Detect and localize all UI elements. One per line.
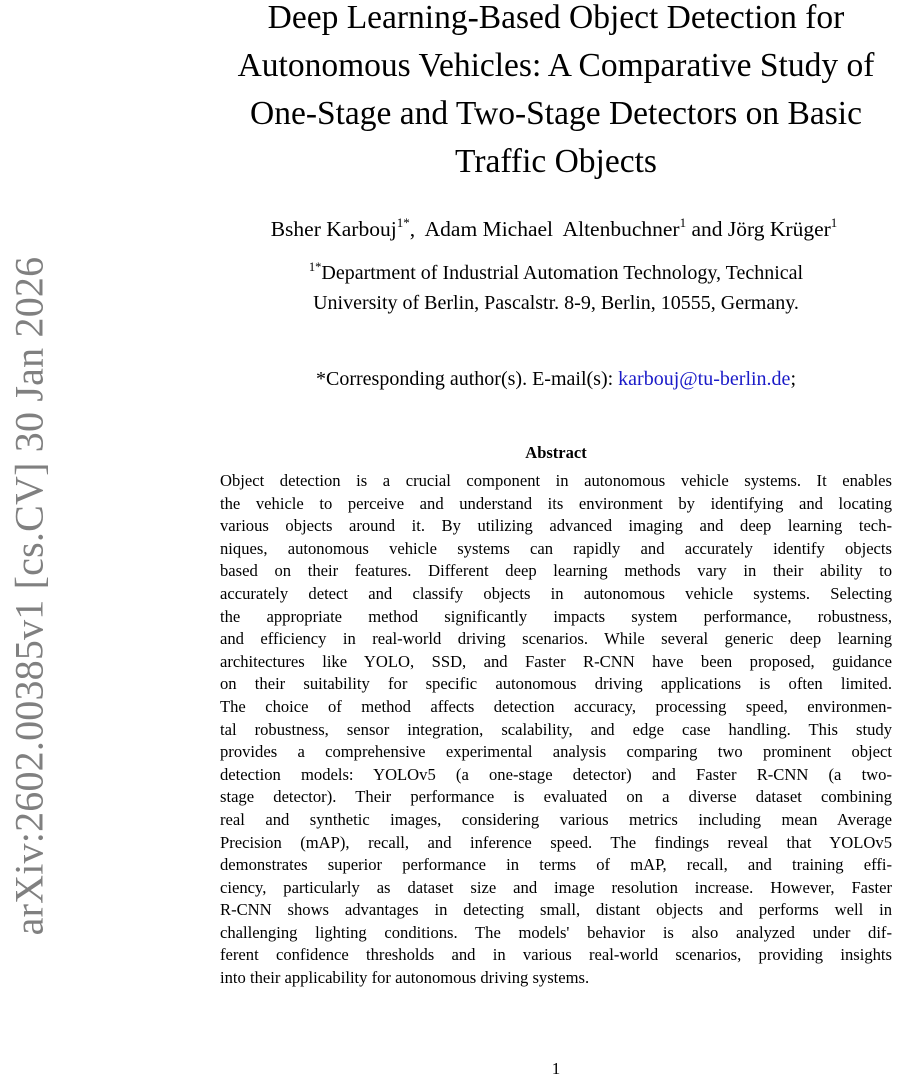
author-name: Bsher Karbouj [270,217,397,241]
author-separator: , [409,217,425,241]
abstract-line: accurately detect and classify objects in autonomous vehicle systems. Selecting [220,583,892,603]
abstract-line: detection models: YOLOv5 (a one-stage detector) and Faster R-CNN (a two- [220,764,892,784]
abstract-heading: Abstract [525,443,587,462]
corresponding-label: *Corresponding author(s). E-mail(s): [316,368,619,390]
corresponding-suffix: ; [790,368,796,390]
abstract-line: ferent confidence thresholds and in various real-world scenarios, providing insights [220,945,892,965]
abstract-line: on their suitability for specific autonomous driving applications is often limited. [220,674,892,694]
arxiv-identifier-text: arXiv:2602.00385v1 [cs.CV] 30 Jan 2026 [6,256,52,936]
author-name: Adam Michael Altenbuchner [424,217,680,241]
author-name: Jörg Krüger [727,217,831,241]
affiliation-text: Department of Industrial Automation Technology, Technical [321,262,804,284]
title-line-4: Traffic Objects [455,143,657,180]
abstract-line: based on their features. Different deep learning methods vary in their ability to [220,561,892,581]
affiliation-mark: 1 [830,215,838,230]
abstract-line: tal robustness, sensor integration, scalability, and edge case handling. This study [220,719,892,739]
abstract-body [220,470,892,990]
author-affiliation [210,258,902,318]
arxiv-identifier-stamp [0,0,60,1076]
abstract-line: niques, autonomous vehicle systems can rapidly and accurately identify objects [220,538,892,558]
title-line-3: One-Stage and Two-Stage Detectors on Basic [250,95,862,132]
email-link[interactable]: karbouj@tu-berlin.de [618,368,791,390]
abstract-line: the appropriate method significantly impacts system performance, robustness, [220,606,892,626]
affiliation-line-2: University of Berlin, Pascalstr. 8-9, Berlin, 10555, Germany. [313,292,799,314]
abstract-line: The choice of method affects detection accuracy, processing speed, environmen- [220,696,892,716]
author-separator: and [686,217,728,241]
abstract-line: R-CNN shows advantages in detecting small, distant objects and performs well in [220,900,892,920]
abstract-line: stage detector). Their performance is evaluated on a diverse dataset combining [220,787,892,807]
abstract-line: Object detection is a crucial component in autonomous vehicle systems. It enables [220,471,892,490]
abstract-line: the vehicle to perceive and understand its environment by identifying and locating [220,493,892,513]
abstract-line: various objects around it. By utilizing advanced imaging and deep learning tech- [220,516,892,536]
affiliation-mark: 1* [308,260,322,274]
affiliation-mark: 1* [396,215,410,230]
abstract-line: into their applicability for autonomous driving systems. [220,968,590,988]
abstract-line: architectures like YOLO, SSD, and Faster R-CNN have been proposed, guidance [220,651,892,671]
abstract-line: ciency, particularly as dataset size and image resolution increase. However, Faster [220,877,892,897]
title-line-1: Deep Learning-Based Object Detection for [267,0,845,36]
abstract-line: and efficiency in real-world driving scenarios. While several generic deep learning [220,629,892,649]
abstract-line: real and synthetic images, considering various metrics including mean Average [220,809,892,829]
author-list [196,214,912,244]
abstract-line: Precision (mAP), recall, and inference speed. The findings reveal that YOLOv5 [220,832,892,852]
page-number: 1 [551,1059,561,1078]
abstract-line: challenging lighting conditions. The models' behavior is also analyzed under dif- [220,922,892,942]
affiliation-line-1 [210,258,902,288]
abstract-line: provides a comprehensive experimental analysis comparing two prominent object [220,742,892,762]
abstract-line: demonstrates superior performance in terms of mAP, recall, and training effi- [220,855,892,875]
affiliation-mark: 1 [679,215,687,230]
paper-title [200,0,912,186]
corresponding-author [200,364,912,394]
title-line-2: Autonomous Vehicles: A Comparative Study of [237,47,875,84]
